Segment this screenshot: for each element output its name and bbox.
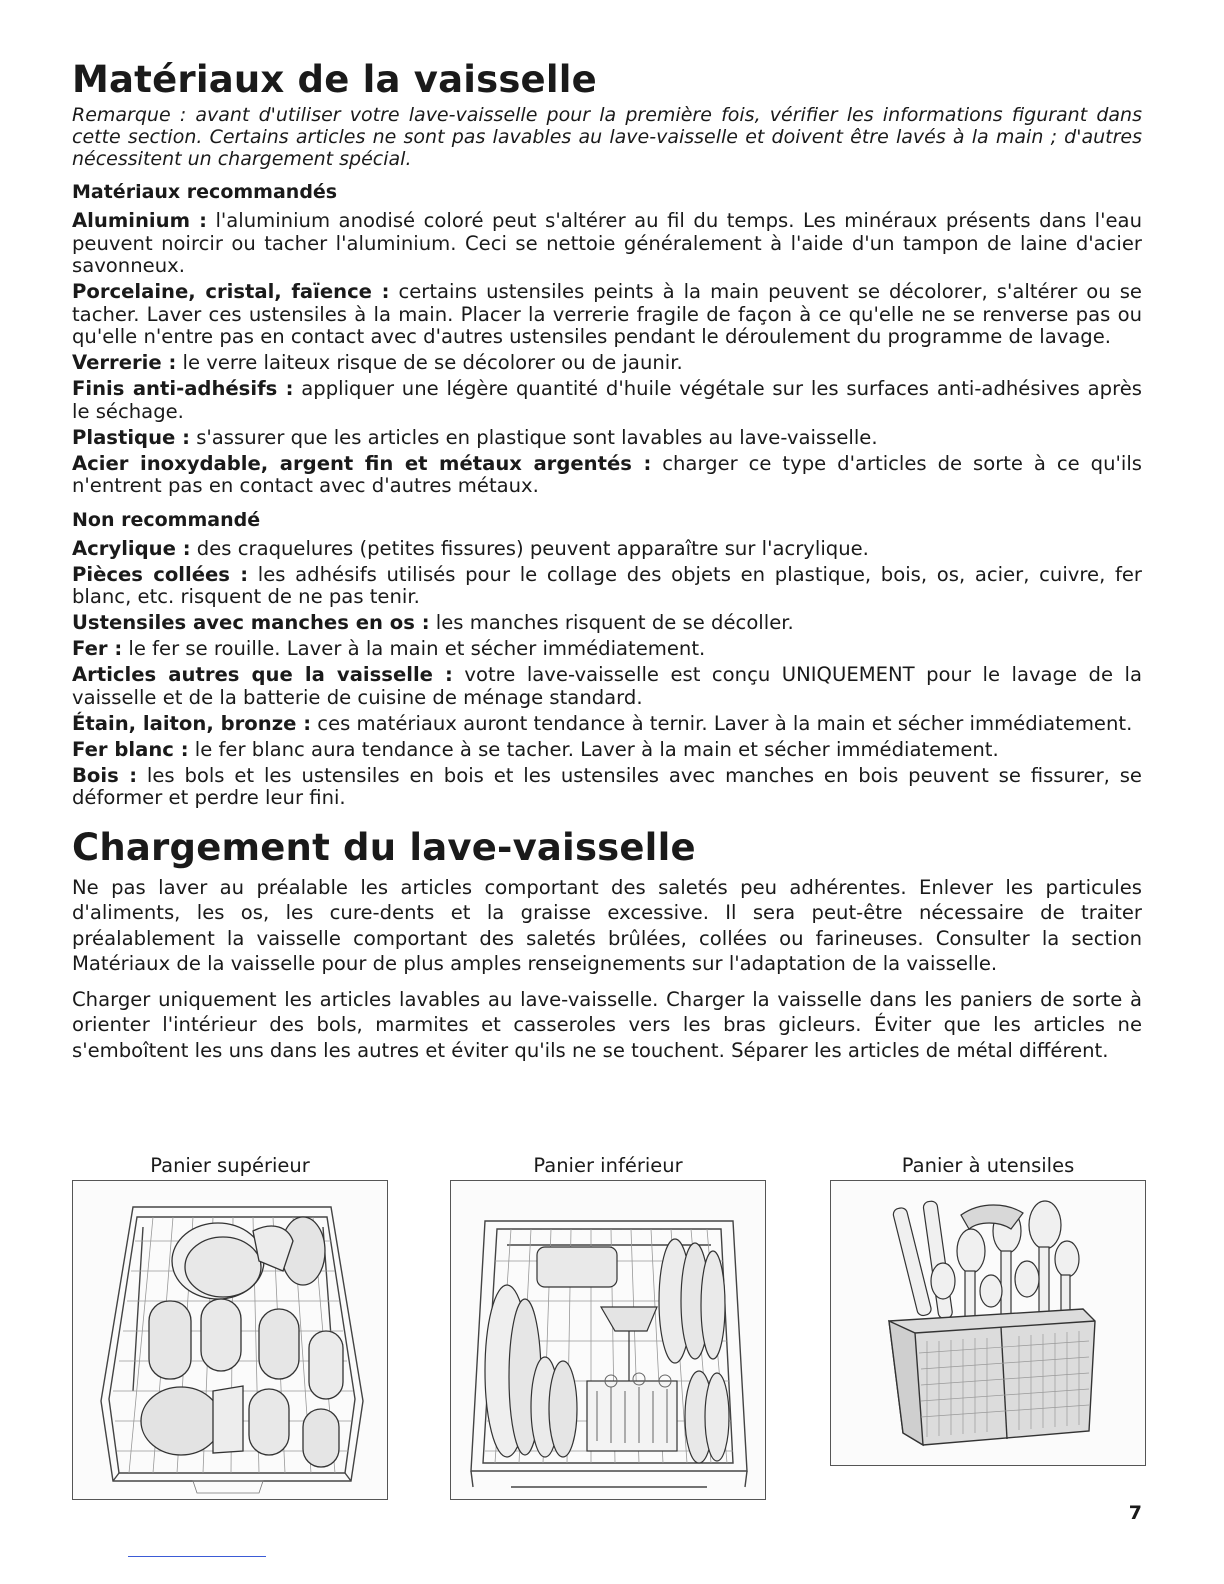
figure-caption: Panier inférieur xyxy=(533,1154,683,1177)
list-item xyxy=(72,739,1142,762)
list-item xyxy=(72,352,1142,375)
list-item xyxy=(72,713,1142,736)
item-text: le fer se rouille. Laver à la main et sécher immédiatement. xyxy=(122,637,706,660)
recommended-heading: Matériaux recommandés xyxy=(72,181,338,203)
not-recommended-heading: Non recommandé xyxy=(72,508,261,531)
item-text: appliquer une légère quantité d'huile végétale sur les surfaces anti-adhésives après le séchage. xyxy=(72,377,1142,423)
figure-caption: Panier à utensiles xyxy=(901,1154,1075,1177)
item-text: les bols et les ustensiles en bois et les ustensiles avec manches en bois peuvent se fissurer, se déformer et perdre leur fini. xyxy=(72,763,1142,809)
list-item xyxy=(72,210,1142,278)
item-term: Fer blanc : xyxy=(72,737,189,761)
item-text: les manches risquent de se décoller. xyxy=(429,611,794,634)
list-item xyxy=(72,612,1142,635)
footer-rule xyxy=(128,1556,266,1557)
note-paragraph: Remarque : avant d'utiliser votre lave-vaisselle pour la première fois, vérifier les informations figurant dans cette section. Certains articles ne sont pas lavables au lave-vaisselle et doivent être lavés à la main ; d'autres nécessitent un chargement spécial. xyxy=(72,104,1142,170)
item-text: votre lave-vaisselle est conçu UNIQUEMENT pour le lavage de la vaisselle et de la batterie de cuisine de ménage standard. xyxy=(72,663,1142,709)
list-item xyxy=(72,427,1142,450)
utensil-basket-illustration xyxy=(830,1180,1146,1466)
not-recommended-list xyxy=(72,538,1142,810)
item-term: Verrerie : xyxy=(72,351,177,374)
list-item xyxy=(72,378,1142,423)
item-term: Ustensiles avec manches en os : xyxy=(72,611,430,634)
item-text: ces matériaux auront tendance à ternir. Laver à la main et sécher immédiatement. xyxy=(311,711,1133,735)
item-term: Acrylique : xyxy=(72,536,191,560)
item-text: certains ustensiles peints à la main peuvent se décolorer, s'altérer ou se tacher. Laver ces ustensiles à la main. Placer la verrerie fragile de façon à ce qu'elle ne se renverse pas ou qu'elle n'entre pas en contact avec d'autres ustensiles pendant le déroulement du programme de lavage. xyxy=(72,280,1142,348)
item-term: Bois : xyxy=(72,763,138,787)
item-term: Finis anti-adhésifs : xyxy=(72,377,294,400)
item-text: l'aluminium anodisé coloré peut s'altérer au fil du temps. Les minéraux présents dans l'eau peuvent noircir ou tacher l'aluminium. Ceci se nettoie généralement à l'aide d'un tampon de laine d'acier savonneux. xyxy=(72,209,1142,277)
upper-rack-drawing xyxy=(73,1181,387,1499)
list-item xyxy=(72,453,1142,498)
figure-caption: Panier supérieur xyxy=(150,1154,310,1177)
list-item xyxy=(72,638,1142,661)
figure-lower-rack xyxy=(450,1152,766,1500)
item-text: charger ce type d'articles de sorte à ce qu'ils n'entrent pas en contact avec d'autres métaux. xyxy=(72,451,1142,497)
item-term: Acier inoxydable, argent fin et métaux argentés : xyxy=(72,451,652,475)
item-text: les adhésifs utilisés pour le collage des objets en plastique, bois, os, acier, cuivre, fer blanc, etc. risquent de ne pas tenir. xyxy=(72,562,1142,608)
figure-upper-rack xyxy=(72,1152,388,1500)
item-term: Fer : xyxy=(72,637,123,660)
section-title-materials: Matériaux de la vaisselle xyxy=(72,58,597,101)
figures-row xyxy=(72,1152,1144,1512)
list-item xyxy=(72,664,1142,709)
utensil-basket-drawing xyxy=(831,1181,1145,1465)
item-term: Porcelaine, cristal, faïence : xyxy=(72,280,390,303)
lower-rack-drawing xyxy=(451,1181,765,1499)
page-content xyxy=(72,58,1142,1073)
item-term: Articles autres que la vaisselle : xyxy=(72,663,453,686)
figure-utensil-basket xyxy=(830,1152,1146,1466)
item-term: Plastique : xyxy=(72,425,190,449)
list-item xyxy=(72,765,1142,810)
upper-rack-illustration xyxy=(72,1180,388,1500)
lower-rack-illustration xyxy=(450,1180,766,1500)
list-item xyxy=(72,564,1142,609)
loading-paragraph-1: Ne pas laver au préalable les articles comportant des saletés peu adhérentes. Enlever les particules d'aliments, les os, les cure-dents et la graisse excessive. Il sera peut-être nécessaire de traiter préalablement la vaisselle comportant des saletés brûlées, collées ou farineuses. Consulter la section Matériaux de la vaisselle pour de plus amples renseignements sur l'adaptation de la vaisselle. xyxy=(72,875,1142,975)
page-number: 7 xyxy=(1128,1502,1142,1524)
item-term: Aluminium : xyxy=(72,209,207,232)
loading-paragraph-2: Charger uniquement les articles lavables au lave-vaisselle. Charger la vaisselle dans les paniers de sorte à orienter l'intérieur des bols, marmites et casseroles vers les bras gicleurs. Éviter que les articles ne s'emboîtent les uns dans les autres et éviter qu'ils ne se touchent. Séparer les articles de métal différent. xyxy=(72,987,1142,1062)
item-text: des craquelures (petites fissures) peuvent apparaître sur l'acrylique. xyxy=(190,536,869,560)
item-text: le fer blanc aura tendance à se tacher. Laver à la main et sécher immédiatement. xyxy=(188,737,999,761)
item-term: Étain, laiton, bronze : xyxy=(72,711,312,735)
list-item xyxy=(72,538,1142,561)
item-term: Pièces collées : xyxy=(72,562,249,586)
list-item xyxy=(72,281,1142,349)
item-text: le verre laiteux risque de se décolorer ou de jaunir. xyxy=(176,351,683,374)
section-title-loading: Chargement du lave-vaisselle xyxy=(72,825,696,869)
item-text: s'assurer que les articles en plastique sont lavables au lave-vaisselle. xyxy=(189,425,878,449)
recommended-list xyxy=(72,210,1142,498)
